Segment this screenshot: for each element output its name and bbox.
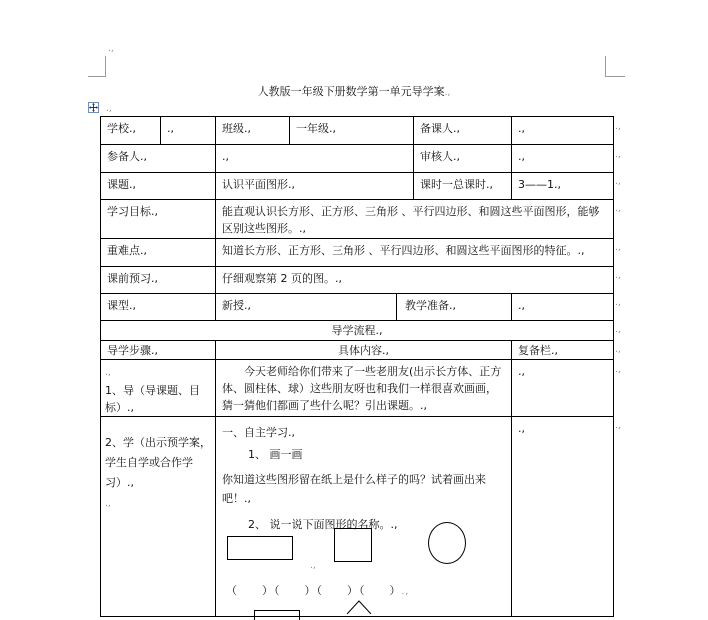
row-end-mark: .,	[615, 204, 621, 214]
step1-notes: .,	[512, 360, 614, 417]
preparer-value: .,	[512, 117, 614, 145]
table-row	[101, 294, 614, 321]
row-end-mark: .,	[615, 365, 621, 375]
table-row	[101, 200, 614, 239]
row-end-mark: .,	[615, 421, 621, 431]
crop-mark-left-v	[105, 56, 106, 77]
top-paragraph-mark: .,	[108, 44, 114, 54]
preview-value: 仔细观察第 2 页的图。.,	[216, 267, 614, 294]
step1-content: 今天老师给你们带来了一些老朋友(出示长方体、正方体、圆柱体、球）这些朋友呀也和我们一样很喜欢画画，猜一猜他们都画了些什么呢？引出课题。.,	[216, 360, 512, 417]
triangle-shape	[346, 600, 372, 614]
preview-label: 课前预习.,	[101, 267, 216, 294]
preparer-label: 备课人.,	[414, 117, 512, 145]
class-value: 一年级.,	[290, 117, 414, 145]
step2-label: 2、学（出示预学案，学生自学或合作学习）., .,	[101, 417, 216, 617]
content-header: 具体内容.,	[216, 341, 512, 360]
notes-header: 复备栏.,	[512, 341, 614, 360]
rectangle-shape	[227, 536, 293, 560]
step2-notes: .,	[512, 417, 614, 617]
table-row	[101, 145, 614, 173]
participant-label: 参备人.,	[101, 145, 216, 173]
row-end-mark: .,	[615, 298, 621, 308]
crop-mark-right-v	[605, 56, 606, 77]
crop-mark-right-h	[605, 76, 625, 77]
step-header: 导学步骤.,	[101, 341, 216, 360]
type-value: 新授.,	[216, 294, 397, 321]
prep-label: 教学准备.,	[397, 294, 512, 321]
table-row	[101, 239, 614, 267]
class-label: 班级.,	[216, 117, 290, 145]
table-move-handle-icon[interactable]	[88, 102, 99, 113]
flow-header: 导学流程.,	[101, 321, 614, 341]
row-end-mark: .,	[615, 345, 621, 355]
table-top-mark: .,	[106, 104, 112, 114]
title-text: 人教版一年级下册数学第一单元导学案	[257, 85, 445, 98]
table-row	[101, 360, 614, 417]
hours-label: 课时一总课时.,	[414, 173, 512, 200]
step2-item2: 2、 说一说下面图形的名称。.,	[248, 518, 398, 531]
reviewer-label: 审核人.,	[414, 145, 512, 173]
crop-mark-left-h	[88, 76, 106, 77]
reviewer-value: .,	[512, 145, 614, 173]
school-value: .,	[161, 117, 216, 145]
topic-value: 认识平面图形.,	[216, 173, 414, 200]
row-end-mark: .,	[615, 325, 621, 335]
answer-parentheses: （ ）（ ）（ ）（ ）.,	[226, 584, 410, 597]
participant-value: .,	[216, 145, 414, 173]
row-end-mark: .,	[615, 177, 621, 187]
topic-label: 课题.,	[101, 173, 216, 200]
goal-value: 能直观认识长方形、正方形、三角形 、平行四边形、和圆这些平面图形，能够区别这些图形。.,	[216, 200, 614, 239]
square-shape	[334, 528, 372, 562]
table-row	[101, 267, 614, 294]
row-end-mark: .,	[615, 271, 621, 281]
shape-row-mark: .,	[310, 561, 316, 571]
table-row	[101, 341, 614, 360]
table-row	[101, 173, 614, 200]
second-rectangle-shape	[254, 610, 300, 620]
document-title	[0, 83, 708, 99]
type-label: 课型.,	[101, 294, 216, 321]
step1-label: ., 1、导（导课题、目标）.,	[101, 360, 216, 417]
hours-value: 3——1.,	[512, 173, 614, 200]
step2-item1: 1、 画一画	[248, 448, 303, 461]
goal-label: 学习目标.,	[101, 200, 216, 239]
table-row	[101, 321, 614, 341]
table-row	[101, 117, 614, 145]
key-value: 知道长方形、正方形、三角形 、平行四边形、和圆这些平面图形的特征。.,	[216, 239, 614, 267]
prep-value: .,	[512, 294, 614, 321]
row-end-mark: .,	[615, 243, 621, 253]
school-label: 学校.,	[101, 117, 161, 145]
title-mark: .,	[444, 88, 451, 98]
row-end-mark: .,	[615, 122, 621, 132]
step2-question1: 你知道这些图形留在纸上是什么样子的吗？试着画出来吧！.,	[222, 473, 486, 505]
circle-shape	[428, 522, 466, 564]
step2-heading: 一、自主学习.,	[222, 426, 295, 439]
key-label: 重难点.,	[101, 239, 216, 267]
row-end-mark: .,	[615, 150, 621, 160]
